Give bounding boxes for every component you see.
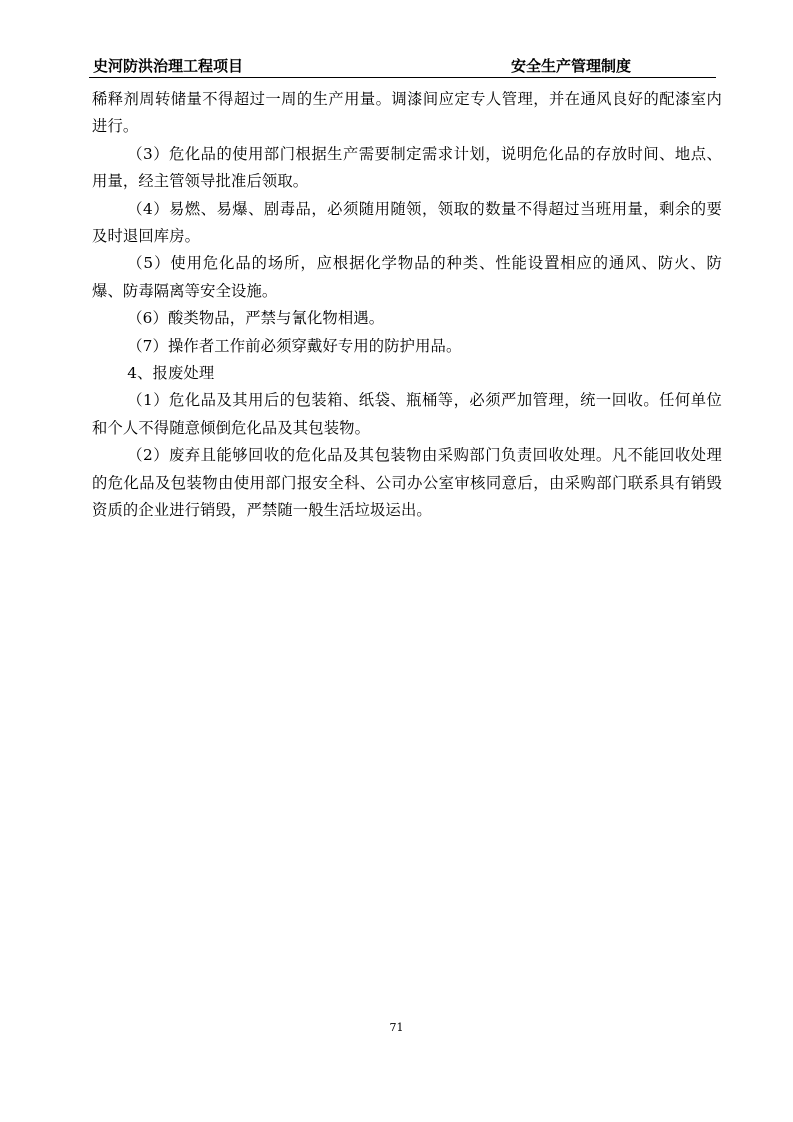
page-header <box>89 57 716 78</box>
paragraph-disposal-1: （1）危化品及其用后的包装箱、纸袋、瓶桶等，必须严加管理，统一回收。任何单位和个人不得随意倾倒危化品及其包装物。 <box>92 391 722 437</box>
paragraph-continuation: 稀释剂周转储量不得超过一周的生产用量。调漆间应定专人管理，并在通风良好的配漆室内进行。 <box>92 90 722 136</box>
paragraph-disposal-2: （2）废弃且能够回收的危化品及其包装物由采购部门负责回收处理。凡不能回收处理的危化品及包装物由使用部门报安全科、公司办公室审核同意后，由采购部门联系具有销毁资质的企业进行销毁，严禁随一般生活垃圾运出。 <box>92 446 722 520</box>
page-number: 71 <box>389 1021 404 1034</box>
paragraph-item-6: （6）酸类物品，严禁与氰化物相遇。 <box>127 309 385 328</box>
paragraph-item-4: （4）易燃、易爆、剧毒品，必须随用随领，领取的数量不得超过当班用量，剩余的要及时退回库房。 <box>92 199 722 246</box>
document-title: 安全生产管理制度 <box>511 57 632 75</box>
paragraph-item-7: （7）操作者工作前必须穿戴好专用的防护用品。 <box>127 336 462 355</box>
paragraph-item-3: （3）危化品的使用部门根据生产需要制定需求计划，说明危化品的存放时间、地点、用量，经主管领导批准后领取。 <box>92 144 722 191</box>
section-heading-disposal: 4、报废处理 <box>127 364 215 383</box>
body-text <box>92 86 722 525</box>
paragraph-item-5: （5）使用危化品的场所，应根据化学物品的种类、性能设置相应的通风、防火、防爆、防毒隔离等安全设施。 <box>92 254 722 300</box>
project-title: 史河防洪治理工程项目 <box>93 57 244 75</box>
